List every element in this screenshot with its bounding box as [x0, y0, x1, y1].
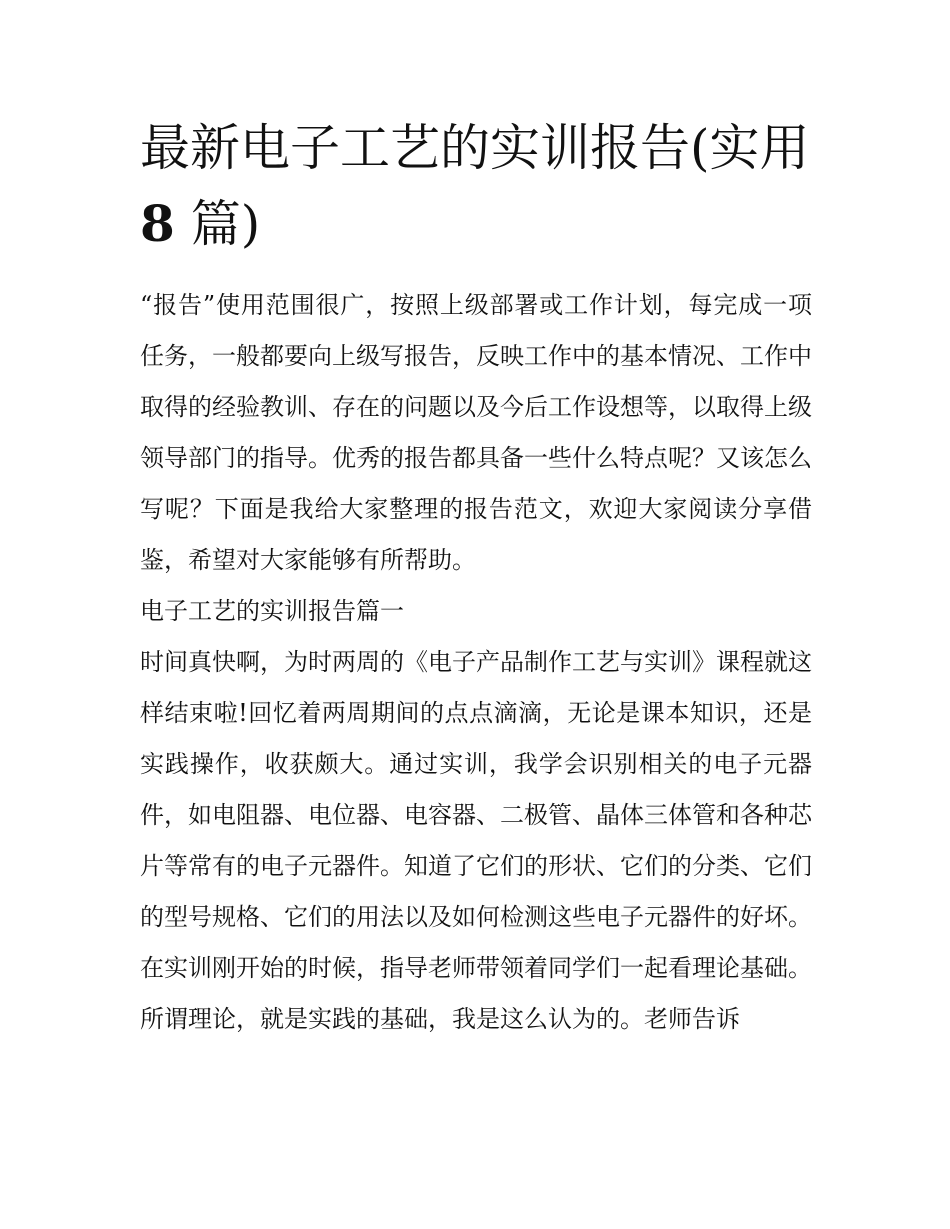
body-paragraph-2: 在实训刚开始的时候，指导老师带领着同学们一起看理论基础。所谓理论，就是实践的基础，我是这么认为的。老师告诉 [140, 954, 812, 1033]
title-text-part1: 最新电子工艺的实训报告(实用 [140, 119, 810, 177]
body-paragraph-1: 时间真快啊，为时两周的《电子产品制作工艺与实训》课程就这样结束啦!回忆着两周期间的点点滴滴，无论是课本知识，还是实践操作，收获颇大。通过实训，我学会识别相关的电子元器件，如电阻器、电位器、电容器、二极管、晶体三体管和各种芯片等常有的电子元器件。知道了它们的形状、它们的分类、它们的型号规格、它们的用法以及如何检测这些电子元器件的好坏。 [140, 648, 812, 931]
document-title [140, 110, 812, 262]
document-page [140, 110, 812, 1045]
title-number: 8 [140, 194, 175, 253]
title-text-part2: 篇) [190, 195, 261, 253]
intro-paragraph: “报告”使用范围很广，按照上级部署或工作计划，每完成一项任务，一般都要向上级写报告，反映工作中的基本情况、工作中取得的经验教训、存在的问题以及今后工作设想等，以取得上级领导部门的指导。优秀的报告都具备一些什么特点呢？又该怎么写呢？下面是我给大家整理的报告范文，欢迎大家阅读分享借鉴，希望对大家能够有所帮助。 [140, 291, 812, 574]
section-heading: 电子工艺的实训报告篇一 [140, 597, 404, 625]
